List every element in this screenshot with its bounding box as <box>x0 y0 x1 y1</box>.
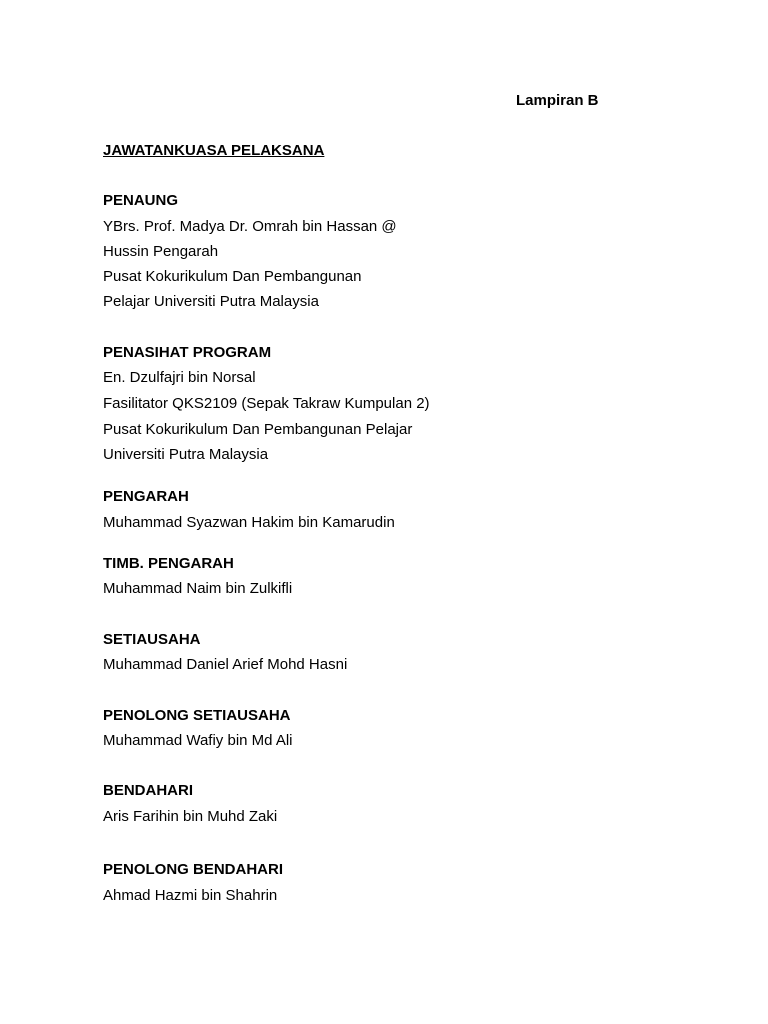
appendix-label: Lampiran B <box>516 92 599 109</box>
penaung-line: Pelajar Universiti Putra Malaysia <box>103 293 319 310</box>
penasihat-line: En. Dzulfajri bin Norsal <box>103 369 256 386</box>
section-heading-penaung: PENAUNG <box>103 192 179 209</box>
pengarah-name: Muhammad Syazwan Hakim bin Kamarudin <box>103 514 395 531</box>
penasihat-line: Fasilitator QKS2109 (Sepak Takraw Kumpulan 2) <box>103 395 430 412</box>
setiausaha-name: Muhammad Daniel Arief Mohd Hasni <box>103 656 348 673</box>
bendahari-name: Aris Farihin bin Muhd Zaki <box>103 808 278 825</box>
section-heading-setiausaha: SETIAUSAHA <box>103 631 201 648</box>
penaung-line: Hussin Pengarah <box>103 243 219 260</box>
section-heading-timb-pengarah: TIMB. PENGARAH <box>103 555 234 572</box>
section-heading-pengarah: PENGARAH <box>103 488 189 505</box>
section-heading-bendahari: BENDAHARI <box>103 782 193 799</box>
penasihat-line: Pusat Kokurikulum Dan Pembangunan Pelajar <box>103 421 413 438</box>
section-heading-penolong-setiausaha: PENOLONG SETIAUSAHA <box>103 707 291 724</box>
document-title: JAWATANKUASA PELAKSANA <box>103 142 325 159</box>
penaung-line: Pusat Kokurikulum Dan Pembangunan <box>103 268 362 285</box>
section-heading-penasihat-program: PENASIHAT PROGRAM <box>103 344 272 361</box>
penasihat-line: Universiti Putra Malaysia <box>103 446 269 463</box>
timb-pengarah-name: Muhammad Naim bin Zulkifli <box>103 580 293 597</box>
penolong-bendahari-name: Ahmad Hazmi bin Shahrin <box>103 887 278 904</box>
penolong-setiausaha-name: Muhammad Wafiy bin Md Ali <box>103 732 293 749</box>
section-heading-penolong-bendahari: PENOLONG BENDAHARI <box>103 861 284 878</box>
penaung-line: YBrs. Prof. Madya Dr. Omrah bin Hassan @ <box>103 218 397 235</box>
